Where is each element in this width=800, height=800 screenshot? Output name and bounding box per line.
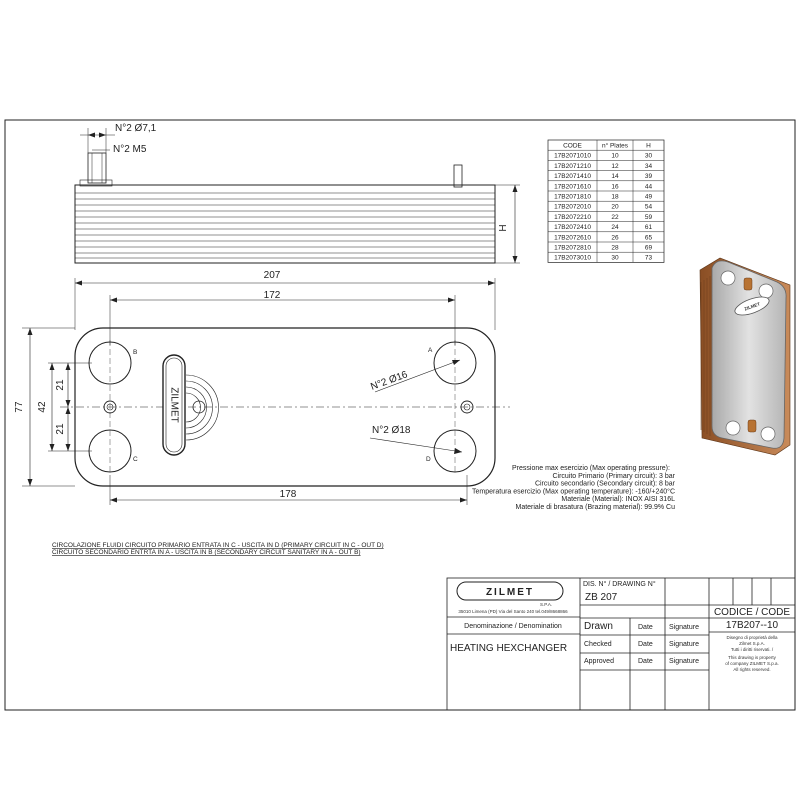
table-header-cell: H — [646, 142, 651, 150]
table-cell: 26 — [611, 234, 619, 242]
holes-diameter-note: N°2 Ø7,1 — [115, 123, 157, 134]
table-cell: 18 — [611, 193, 619, 201]
plate-pack — [75, 185, 495, 263]
table-cell: 65 — [644, 234, 653, 242]
table-cell: 73 — [644, 254, 653, 262]
property-en-3: All rights reserved. — [733, 667, 771, 672]
side-view — [75, 123, 520, 263]
table-cell: 17B2071210 — [554, 162, 591, 170]
table-cell: 17B2072410 — [554, 224, 591, 232]
table-cell: 54 — [644, 203, 653, 211]
signature-label-1: Signature — [669, 624, 699, 631]
note-secondary-circuit: CIRCUITO SECONDARIO ENTRTA IN A - USCITA IN B (SECONDARY CIRCUIT SANITARY IN A - OUT B) — [52, 549, 361, 556]
date-label-1: Date — [638, 624, 653, 631]
ports-d18-note: N°2 Ø18 — [372, 425, 411, 436]
signature-label-2: Signature — [669, 641, 699, 648]
spec-line: Pressione max esercizio (Max operating pressure): — [512, 465, 670, 472]
spec-line: Temperatura esercizio (Max operating temperature): -160/+240°C — [472, 488, 675, 496]
table-cell: 17B2073010 — [554, 254, 591, 262]
property-en-1: This drawing is property — [728, 655, 776, 660]
dimension-port-spacing: 42 — [37, 401, 48, 413]
table-cell: 61 — [644, 224, 653, 232]
circulation-notes — [52, 542, 384, 556]
company-address: 35010 Limena (PD) Via del Santo 240 tel.049/8668866 — [458, 609, 568, 614]
table-cell: 30 — [644, 152, 653, 160]
studs-thread-note: N°2 M5 — [113, 144, 147, 155]
port-b-label: B — [133, 349, 138, 356]
right-stud — [454, 165, 462, 187]
property-it-1: Disegno di proprietà della — [726, 635, 778, 640]
table-cell: 28 — [611, 244, 619, 252]
table-cell: 10 — [611, 152, 619, 160]
table-cell: 17B2072210 — [554, 213, 591, 221]
property-it-2: Zilmet S.p.A. — [739, 641, 765, 646]
logo-badge — [163, 355, 219, 455]
checked-label: Checked — [584, 641, 612, 648]
left-stud — [88, 153, 106, 183]
product-illustration — [700, 258, 790, 455]
drawn-label: Drawn — [584, 621, 613, 632]
table-header-cell: n° Plates — [601, 142, 629, 150]
code-value: 17B207--10 — [725, 620, 779, 631]
drawing-number: ZB 207 — [585, 592, 618, 603]
dimension-bottom-length: 178 — [279, 489, 297, 500]
specifications — [472, 465, 676, 511]
sheet-frame — [5, 120, 795, 710]
table-cell: 49 — [644, 193, 653, 201]
table-cell: 17B2072810 — [554, 244, 591, 252]
spec-line: Materiale di brasatura (Brazing material): 99.9% Cu — [515, 504, 675, 511]
drawing-number-label: DIS. N° / DRAWING N° — [583, 581, 656, 588]
table-cell: 34 — [644, 162, 653, 170]
plates-table — [548, 140, 664, 262]
table-cell: 17B2071810 — [554, 193, 591, 201]
table-cell: 69 — [644, 244, 653, 252]
table-header-cell: CODE — [563, 142, 582, 150]
approved-label: Approved — [584, 658, 614, 665]
property-en-2: of company ZILMET S.p.a. — [725, 661, 779, 666]
port-c-label: C — [133, 456, 138, 463]
port-d-label: D — [426, 456, 431, 463]
table-cell: 17B2072610 — [554, 234, 591, 242]
table-cell: 14 — [611, 173, 619, 181]
dimension-total-width: 77 — [14, 401, 25, 413]
note-primary-circuit: CIRCOLAZIONE FLUIDI CIRCUITO PRIMARIO ENTRATA IN C - USCITA IN D (PRIMARY CIRCUIT IN C - OUT D) — [52, 542, 384, 549]
table-cell: 17B2071410 — [554, 173, 591, 181]
table-cell: 17B2071010 — [554, 152, 591, 160]
table-cell: 22 — [611, 213, 619, 221]
spec-line: Materiale (Material): INOX AISI 316L — [561, 496, 675, 504]
code-label: CODICE / CODE — [713, 607, 791, 618]
front-view — [14, 270, 510, 505]
table-cell: 30 — [611, 254, 619, 262]
denomination-label: Denominazione / Denomination — [464, 623, 562, 630]
dimension-overall-length: 207 — [263, 270, 281, 281]
company-logo: ZILMET — [485, 587, 535, 598]
table-cell: 59 — [644, 213, 653, 221]
table-cell: 39 — [644, 173, 653, 181]
table-cell: 17B2072010 — [554, 203, 591, 211]
signature-label-3: Signature — [669, 658, 699, 665]
date-label-2: Date — [638, 641, 653, 648]
spec-line: Circuito secondario (Secondary circuit): 8 bar — [534, 480, 675, 488]
dimension-half-upper: 21 — [55, 379, 66, 391]
property-it-3: Tutti i diritti riservati. / — [730, 647, 774, 652]
illustration-logo-text: ZILMET — [743, 301, 761, 312]
dimension-port-distance: 172 — [263, 290, 281, 301]
height-dimension-label: H — [498, 224, 509, 232]
dimension-half-lower: 21 — [55, 423, 66, 435]
ports-d16-note: N°2 Ø16 — [369, 369, 410, 393]
table-cell: 44 — [644, 183, 653, 191]
table-cell: 16 — [611, 183, 619, 191]
table-cell: 17B2071610 — [554, 183, 591, 191]
spec-line: Circuito Primario (Primary circuit): 3 bar — [552, 472, 675, 480]
logo-text: ZILMET — [168, 387, 180, 423]
port-a-label: A — [428, 347, 433, 354]
table-cell: 24 — [611, 224, 619, 232]
plate-lines — [75, 193, 495, 258]
title-block-text — [450, 580, 790, 672]
table-cell: 20 — [611, 203, 619, 211]
date-label-3: Date — [638, 658, 653, 665]
table-cell: 12 — [611, 162, 619, 170]
company-logo-sub: S.P.A. — [540, 602, 553, 607]
denomination-value: HEATING HEXCHANGER — [450, 643, 568, 654]
